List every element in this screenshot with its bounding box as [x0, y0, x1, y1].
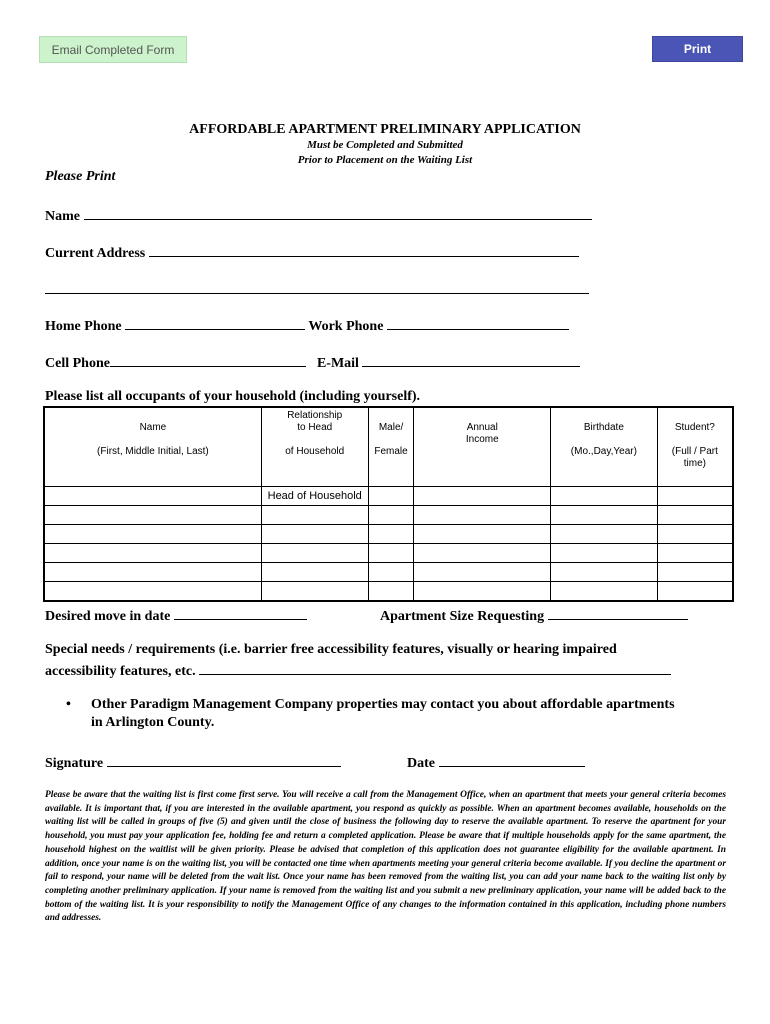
cell-student[interactable]: [657, 563, 733, 582]
cell-sex[interactable]: [368, 506, 414, 525]
cell-income[interactable]: [414, 506, 551, 525]
cell-name[interactable]: [44, 487, 261, 506]
table-row: [44, 506, 733, 525]
cell-student[interactable]: [657, 487, 733, 506]
cell-student[interactable]: [657, 582, 733, 602]
cell-income[interactable]: [414, 563, 551, 582]
paradigm-notice-2: in Arlington County.: [91, 715, 215, 730]
table-row: [44, 563, 733, 582]
desired-move-in-field[interactable]: [174, 605, 307, 620]
col-header-birthdate: Birthdate (Mo.,Day,Year): [551, 407, 658, 487]
cell-name[interactable]: [44, 506, 261, 525]
bullet-icon: •: [66, 697, 71, 712]
current-address-field-line2[interactable]: [45, 279, 589, 294]
table-header-row: [44, 407, 733, 487]
cell-student[interactable]: [657, 544, 733, 563]
cell-income[interactable]: [414, 582, 551, 602]
current-address-label: Current Address: [45, 246, 146, 261]
cell-relationship[interactable]: [261, 525, 368, 544]
cell-birthdate[interactable]: [551, 582, 658, 602]
date-field[interactable]: [439, 752, 585, 767]
email-completed-form-button[interactable]: Email Completed Form: [39, 36, 187, 63]
cell-birthdate[interactable]: [551, 525, 658, 544]
cell-income[interactable]: [414, 487, 551, 506]
desired-move-in-label: Desired move in date: [45, 609, 171, 624]
special-needs-field[interactable]: [199, 660, 671, 675]
paradigm-notice-1: Other Paradigm Management Company properties may contact you about affordable apartments: [91, 697, 675, 712]
apartment-size-field[interactable]: [548, 605, 688, 620]
cell-income[interactable]: [414, 525, 551, 544]
cell-student[interactable]: [657, 525, 733, 544]
table-row: [44, 487, 733, 506]
signature-field[interactable]: [107, 752, 341, 767]
cell-income[interactable]: [414, 544, 551, 563]
col-header-income: Annual Income: [414, 407, 551, 487]
form-subtitle-2: Prior to Placement on the Waiting List: [297, 154, 473, 166]
form-subtitle-1: Must be Completed and Submitted: [307, 139, 463, 151]
cell-phone-label: Cell Phone: [45, 356, 110, 371]
please-print-label: Please Print: [45, 169, 116, 184]
home-phone-label: Home Phone: [45, 319, 122, 334]
current-address-field[interactable]: [149, 242, 579, 257]
cell-sex[interactable]: [368, 582, 414, 602]
name-field[interactable]: [84, 205, 592, 220]
date-label: Date: [407, 756, 435, 771]
cell-name[interactable]: [44, 582, 261, 602]
email-field[interactable]: [362, 352, 580, 367]
cell-birthdate[interactable]: [551, 487, 658, 506]
form-title: AFFORDABLE APARTMENT PRELIMINARY APPLICATION: [189, 122, 581, 137]
col-header-student: Student? (Full / Part time): [657, 407, 733, 487]
occupants-table: [43, 406, 734, 602]
occupants-heading: Please list all occupants of your household (including yourself).: [45, 389, 421, 404]
cell-relationship: Head of Household: [261, 487, 368, 506]
cell-relationship[interactable]: [261, 544, 368, 563]
waiting-list-notice: Please be aware that the waiting list is first come first serve. You will receive a call from the Management Office, when an apartment that meets your general criteria becomes available. It is important that, if you are interested in the available apartment, you respond as quickly as possible. When an apartment becomes available, households on the waiting list will be called in groups of five (5) and given until the close of business the following day to reserve the available apartment. To reserve the apartment for your household, you must pay your application fee, holding fee and return a completed application. Please be aware that if multiple households apply for the same apartment, the household highest on the waitlist will be given priority. Please be advised that completion of this application does not guarantee eligibility for the available apartment. In addition, once your name is on the waiting list, you will be contacted one time when apartments meeting your general criteria become available. If you decline the apartment or fail to respond, your name will be deleted from the wait list. Once your name has been removed from the waiting list, you can add your name back to the waiting list only by completing another preliminary application. If your name is removed from the waiting list and you submit a new preliminary application, your name will be added back to the bottom of the waiting list. It is your responsibility to notify the Management Office of any changes to the information contained in this application, including phone numbers and addresses.: [45, 790, 726, 924]
work-phone-field[interactable]: [387, 315, 569, 330]
apartment-size-label: Apartment Size Requesting: [380, 609, 545, 624]
special-needs-label: Special needs / requirements (i.e. barrier free accessibility features, visually or hearing impaired: [45, 642, 617, 657]
cell-phone-field[interactable]: [110, 352, 306, 367]
cell-sex[interactable]: [368, 563, 414, 582]
col-header-sex: Male/ Female: [368, 407, 414, 487]
print-button[interactable]: Print: [652, 36, 743, 62]
cell-sex[interactable]: [368, 487, 414, 506]
table-row: [44, 544, 733, 563]
cell-name[interactable]: [44, 544, 261, 563]
cell-birthdate[interactable]: [551, 506, 658, 525]
col-header-name: Name (First, Middle Initial, Last): [44, 407, 261, 487]
cell-relationship[interactable]: [261, 563, 368, 582]
cell-birthdate[interactable]: [551, 544, 658, 563]
cell-name[interactable]: [44, 525, 261, 544]
col-header-relationship: Relationship to Head of Household: [261, 407, 368, 487]
email-label: E-Mail: [316, 356, 359, 371]
name-label: Name: [45, 209, 80, 224]
home-phone-field[interactable]: [125, 315, 305, 330]
cell-birthdate[interactable]: [551, 563, 658, 582]
cell-student[interactable]: [657, 506, 733, 525]
work-phone-label: Work Phone: [308, 319, 384, 334]
signature-label: Signature: [45, 756, 104, 771]
cell-sex[interactable]: [368, 525, 414, 544]
special-needs-label-2: accessibility features, etc.: [45, 664, 196, 679]
cell-relationship[interactable]: [261, 582, 368, 602]
cell-name[interactable]: [44, 563, 261, 582]
cell-relationship[interactable]: [261, 506, 368, 525]
table-row: [44, 582, 733, 602]
table-row: [44, 525, 733, 544]
cell-sex[interactable]: [368, 544, 414, 563]
